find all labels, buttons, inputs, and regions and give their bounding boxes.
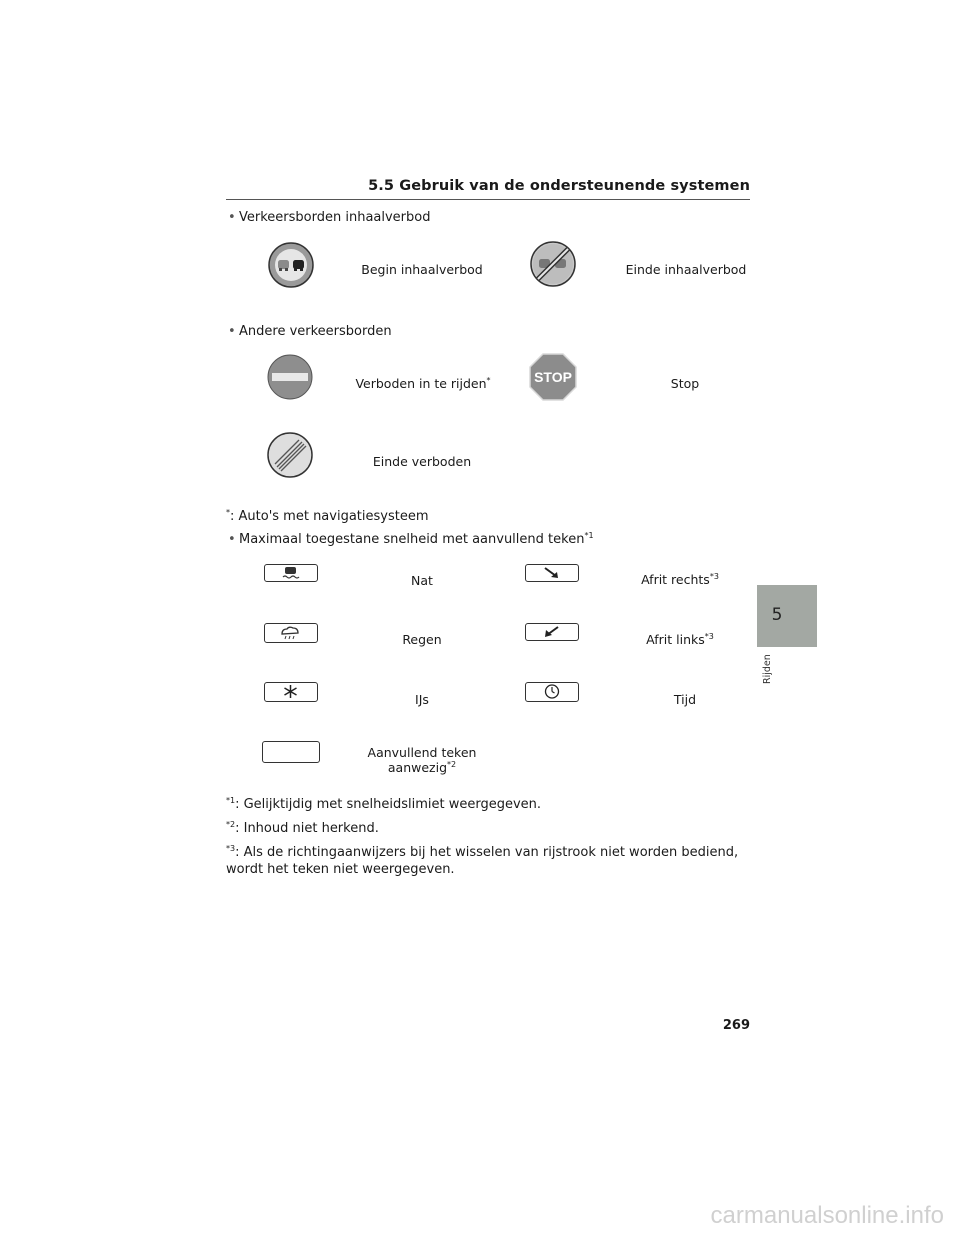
caption-end-overtaking: Einde inhaalverbod: [625, 262, 747, 277]
bullet-overtaking: • Verkeersborden inhaalverbod: [228, 210, 431, 225]
caption-time: Tijd: [673, 692, 697, 707]
chapter-label: Rijden: [762, 654, 773, 684]
caption-end-restrictions: Einde verboden: [372, 454, 472, 469]
end-restrictions-sign-icon: [267, 432, 313, 482]
footnote-2: $^{*2}$: Inhoud niet herkend.: [226, 820, 379, 836]
caption-panel-present: Aanvullend teken aanwezig$^{*2}$: [367, 745, 477, 775]
exit-right-panel-icon: [525, 564, 579, 582]
page-number: 269: [722, 1018, 750, 1033]
exit-left-panel-icon: [525, 623, 579, 641]
speed-heading: Maximaal toegestane snelheid met aanvullend teken: [239, 532, 585, 547]
caption-ice: IJs: [415, 692, 429, 707]
note-navigation: *: Auto's met navigatiesysteem: [226, 508, 429, 524]
caption-exit-right: Afrit rechts$^{*3}$: [641, 572, 719, 587]
overtaking-heading: Verkeersborden inhaalverbod: [239, 210, 431, 225]
watermark: carmanualsonline.info: [710, 1202, 944, 1229]
footnote-1: $^{*1}$: Gelijktijdig met snelheidslimiet weergegeven.: [226, 796, 542, 812]
caption-wet: Nat: [411, 573, 433, 588]
stop-sign-text: STOP: [534, 369, 572, 385]
blank-panel-icon: [262, 741, 320, 763]
bullet-speed: • Maximaal toegestane snelheid met aanvullend teken$^{*1}$: [228, 531, 594, 547]
caption-exit-left: Afrit links$^{*3}$: [646, 632, 714, 647]
bullet-other: • Andere verkeersborden: [228, 324, 392, 339]
caption-stop: Stop: [670, 376, 700, 391]
stop-sign-icon: [529, 353, 577, 405]
no-entry-sign-icon: [267, 354, 313, 404]
caption-begin-overtaking: Begin inhaalverbod: [361, 262, 483, 277]
caption-no-entry: Verboden in te rijden*: [355, 376, 491, 391]
no-overtaking-sign-icon: [267, 241, 315, 293]
section-header: 5.5 Gebruik van de ondersteunende systemen: [368, 178, 750, 194]
other-heading: Andere verkeersborden: [239, 324, 392, 339]
clock-panel-icon: [525, 682, 579, 702]
end-no-overtaking-sign-icon: [529, 240, 577, 292]
chapter-number: 5: [771, 605, 783, 625]
header-divider: [226, 199, 750, 200]
wet-road-panel-icon: [264, 564, 318, 582]
caption-rain: Regen: [402, 632, 442, 647]
rain-panel-icon: [264, 623, 318, 643]
ice-panel-icon: [264, 682, 318, 702]
footnote-3: $^{*3}$: Als de richtingaanwijzers bij het wisselen van rijstrook niet worden bediend, wordt het teken niet weergegeven.: [226, 844, 739, 877]
